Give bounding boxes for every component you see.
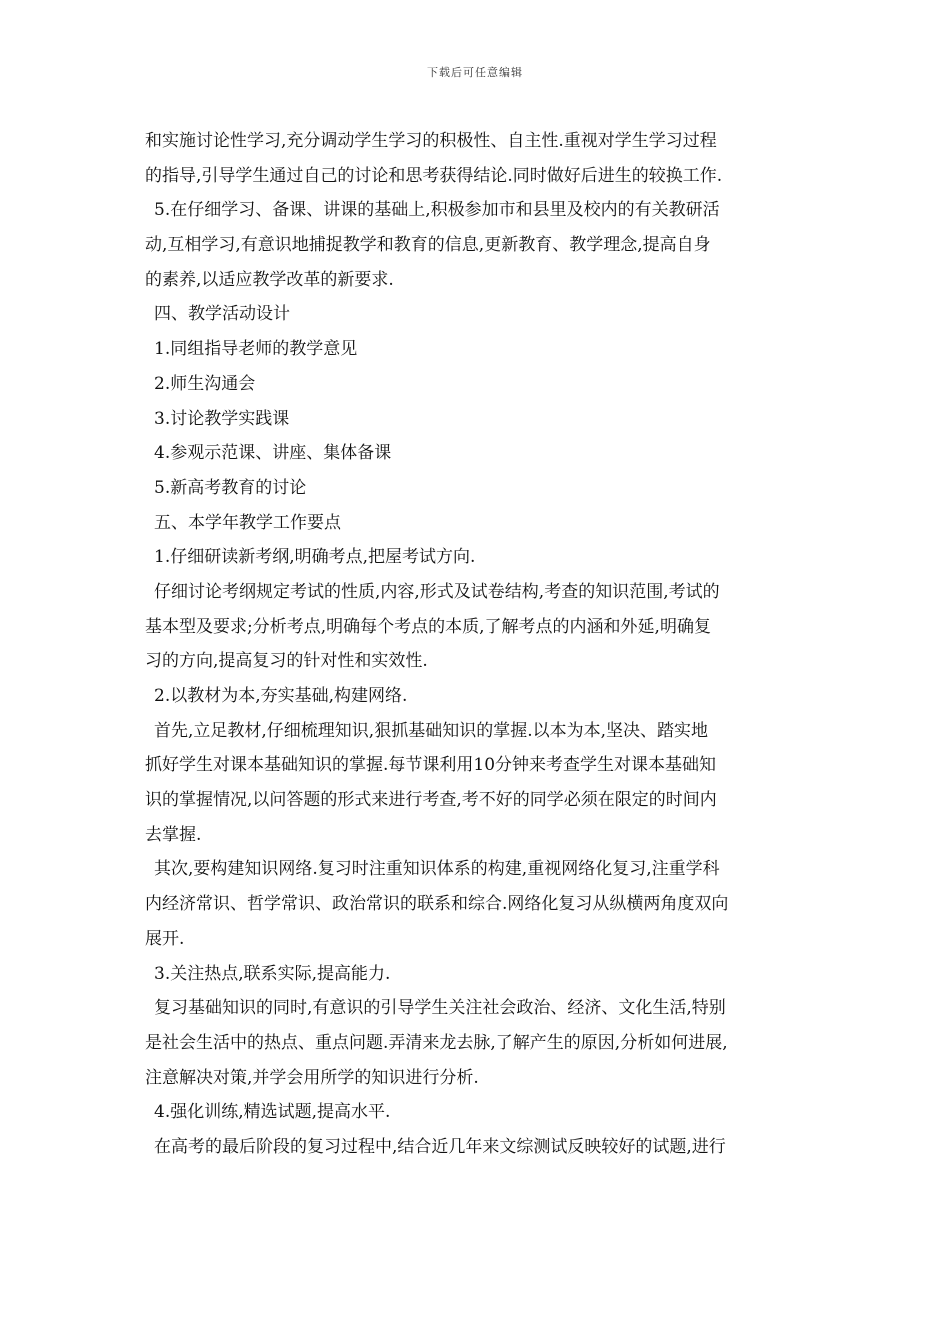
- list-item: 4.参观示范课、讲座、集体备课: [154, 443, 392, 464]
- text-line: 的指导,引导学生通过自己的讨论和思考获得结论.同时做好后进生的较换工作.: [145, 165, 723, 186]
- text-line: 其次,要构建知识网络.复习时注重知识体系的构建,重视网络化复习,注重学科: [154, 859, 720, 880]
- text-line: 仔细讨论考纲规定考试的性质,内容,形式及试卷结构,考查的知识范围,考试的: [154, 581, 720, 602]
- text-line: 首先,立足教材,仔细梳理知识,狠抓基础知识的掌握.以本为本,坚决、踏实地: [154, 720, 709, 741]
- text-line: 习的方向,提高复习的针对性和实效性.: [145, 651, 428, 672]
- section-heading: 五、本学年教学工作要点: [154, 512, 341, 533]
- text-line: 基本型及要求;分析考点,明确每个考点的本质,了解考点的内涵和外延,明确复: [145, 616, 711, 637]
- text-line: 识的掌握情况,以问答题的形式来进行考查,考不好的同学必须在限定的时间内: [145, 790, 717, 811]
- text-line: 5.在仔细学习、备课、讲课的基础上,积极参加市和县里及校内的有关教研活: [154, 200, 720, 221]
- text-line: 去掌握.: [145, 824, 202, 845]
- section-heading: 四、教学活动设计: [154, 304, 290, 325]
- document-body: [145, 124, 817, 1165]
- text-line: 和实施讨论性学习,充分调动学生学习的积极性、自主性.重视对学生学习过程: [145, 131, 717, 151]
- text-line: 抓好学生对课本基础知识的掌握.每节课利用10分钟来考查学生对课本基础知: [145, 755, 717, 776]
- subsection-heading: 4.强化训练,精选试题,提高水平.: [154, 1102, 391, 1123]
- text-line: 注意解决对策,并学会用所学的知识进行分析.: [145, 1067, 479, 1088]
- text-line: 内经济常识、哲学常识、政治常识的联系和综合.网络化复习从纵横两角度双向: [145, 894, 729, 915]
- text-line: 复习基础知识的同时,有意识的引导学生关注社会政治、经济、文化生活,特别: [154, 998, 726, 1019]
- page-header: 下载后可任意编辑: [427, 66, 523, 79]
- list-item: 1.同组指导老师的教学意见: [154, 339, 358, 360]
- subsection-heading: 3.关注热点,联系实际,提高能力.: [154, 963, 391, 984]
- list-item: 2.师生沟通会: [154, 373, 256, 394]
- text-line: 是社会生活中的热点、重点问题.弄清来龙去脉,了解产生的原因,分析如何进展,: [145, 1032, 728, 1053]
- text-line: 展开.: [145, 928, 185, 949]
- text-line: 动,互相学习,有意识地捕捉教学和教育的信息,更新教育、教学理念,提高自身: [145, 235, 711, 256]
- text-line: 在高考的最后阶段的复习过程中,结合近几年来文综测试反映较好的试题,进行: [154, 1136, 726, 1157]
- list-item: 5.新高考教育的讨论: [154, 477, 307, 498]
- list-item: 3.讨论教学实践课: [154, 408, 290, 429]
- subsection-heading: 1.仔细研读新考纲,明确考点,把屋考试方向.: [154, 547, 476, 568]
- text-line: 的素养,以适应教学改革的新要求.: [145, 269, 394, 290]
- subsection-heading: 2.以教材为本,夯实基础,构建网络.: [154, 686, 408, 706]
